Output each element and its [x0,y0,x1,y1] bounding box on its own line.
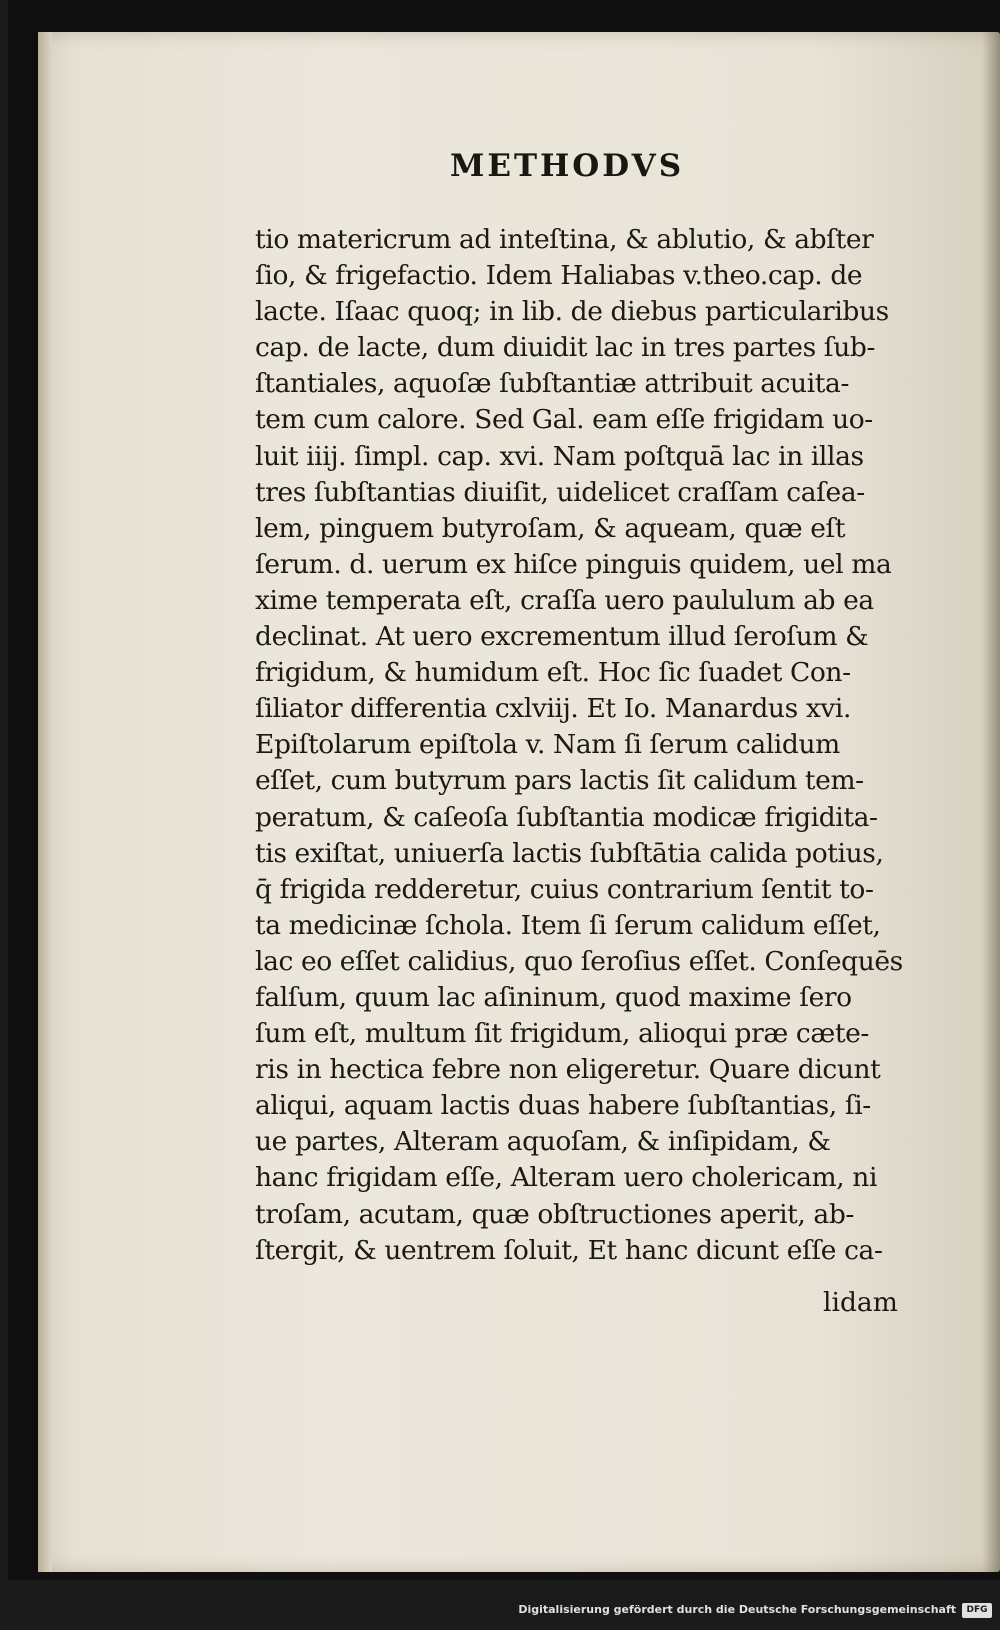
text-line: ſum eſt, multum ſit frigidum, alioqui præ cæte- [255,1018,869,1050]
text-line: peratum, & caſeoſa ſubſtantia modicæ frigidita- [255,801,878,833]
text-line: lac eo eſſet calidius, quo ſeroſius eſſet. Conſequēs [255,945,903,977]
text-line: cap. de lacte, dum diuidit lac in tres partes ſub- [255,332,875,364]
text-line: troſam, acutam, quæ obſtructiones aperit, ab- [255,1198,854,1230]
text-line: frigidum, & humidum eſt. Hoc ſic ſuadet Con- [255,657,851,689]
text-line: ſtergit, & uentrem ſoluit, Et hanc dicunt eſſe ca- [255,1234,883,1266]
running-head: METHODVS [450,148,685,184]
catchword: lidam [823,1287,898,1318]
text-line: falſum, quum lac aſininum, quod maxime ſero [255,981,852,1013]
text-line: ris in hectica febre non eligeretur. Quare dicunt [255,1054,881,1086]
text-line: Epiſtolarum epiſtola v. Nam ſi ſerum calidum [255,729,840,761]
text-line: tres ſubſtantias diuiſit, uidelicet craſſam caſea- [255,476,865,508]
text-line: ſerum. d. uerum ex hiſce pinguis quidem, uel ma [255,548,892,580]
text-line: declinat. At uero excrementum illud ſeroſum & [255,621,869,653]
text-line: eſſet, cum butyrum pars lactis ſit calidum tem- [255,765,864,797]
footer-bar [0,1580,1000,1630]
text-line: ſiliator differentia cxlviij. Et Io. Manardus xvi. [255,693,852,725]
text-line: lem, pinguem butyroſam, & aqueam, quæ eſt [255,512,846,544]
text-line: ſtantiales, aquoſæ ſubſtantiæ attribuit acuita- [255,368,849,400]
text-line: ta medicinæ ſchola. Item ſi ſerum calidum eſſet, [255,909,881,941]
dfg-logo-icon: DFG [962,1603,992,1618]
text-line: hanc frigidam eſſe, Alteram uero cholericam, ni [255,1162,878,1194]
text-line: ue partes, Alteram aquoſam, & inſipidam, & [255,1126,831,1158]
text-line: tem cum calore. Sed Gal. eam eſſe frigidam uo- [255,404,873,436]
text-line: ſio, & frigefactio. Idem Haliabas v.theo.cap. de [255,260,863,292]
text-line: q̄ frigida redderetur, cuius contrarium ſentit to- [255,873,874,905]
page-edge-shadow [982,32,1000,1572]
body-text [255,222,935,1269]
text-line: xime temperata eſt, craſſa uero paululum ab ea [255,584,874,616]
text-line: tis exiſtat, uniuerſa lactis ſubſtātia calida potius, [255,837,884,869]
text-line: luit iiij. ſimpl. cap. xvi. Nam poſtquā lac in illas [255,440,864,472]
text-line: tio matericrum ad inteſtina, & ablutio, & abſter [255,224,874,255]
text-line: aliqui, aquam lactis duas habere ſubſtantias, ſi- [255,1090,871,1122]
text-line: lacte. Iſaac quoq; in lib. de diebus particularibus [255,296,889,328]
funding-credit: Digitalisierung gefördert durch die Deutsche Forschungsgemeinschaft [518,1603,956,1616]
page-gutter [38,32,52,1572]
